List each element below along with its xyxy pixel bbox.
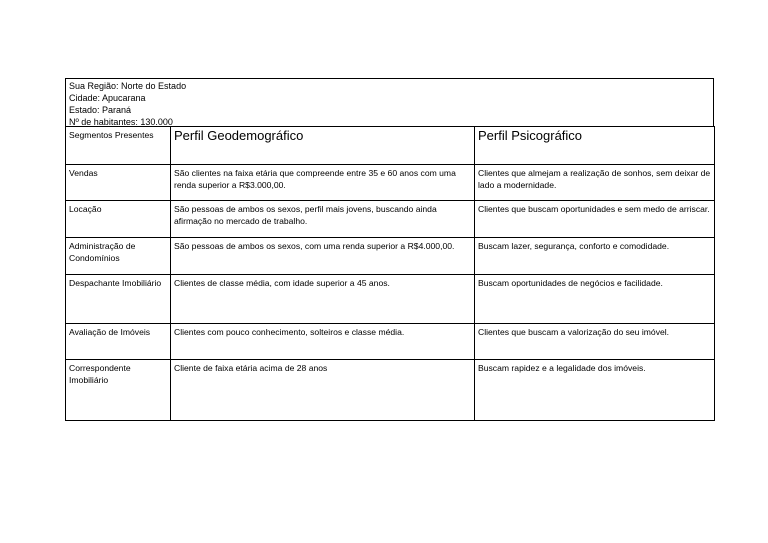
geo-cell: São pessoas de ambos os sexos, com uma renda superior a R$4.000,00. [171,238,475,275]
geo-cell: Clientes com pouco conhecimento, solteiros e classe média. [171,324,475,360]
psico-cell: Buscam rapidez e a legalidade dos imóveis. [475,360,715,421]
geo-cell: Clientes de classe média, com idade superior a 45 anos. [171,275,475,324]
segment-cell: Correspondente Imobiliário [66,360,171,421]
population-line: Nº de habitantes: 130.000 [69,117,173,127]
document-page [65,78,714,421]
table-row [66,360,715,421]
geo-cell: São clientes na faixa etária que compreende entre 35 e 60 anos com uma renda superior a R$3.000,00. [171,165,475,201]
column-header-psicografico: Perfil Psicográfico [475,127,715,165]
table-header-row [66,127,715,165]
psico-cell: Buscam oportunidades de negócios e facilidade. [475,275,715,324]
segment-cell: Administração de Condomínios [66,238,171,275]
table-row [66,324,715,360]
region-line: Sua Região: Norte do Estado [69,81,187,91]
region-info-box [65,78,714,126]
geo-cell: Cliente de faixa etária acima de 28 anos [171,360,475,421]
segment-cell: Vendas [66,165,171,201]
table-row [66,201,715,238]
table-row [66,165,715,201]
city-line: Cidade: Apucarana [69,93,146,103]
segments-table [65,126,715,421]
segment-cell: Locação [66,201,171,238]
table-row [66,238,715,275]
column-header-geodemografico: Perfil Geodemográfico [171,127,475,165]
column-header-segmentos: Segmentos Presentes [66,127,171,165]
psico-cell: Buscam lazer, segurança, conforto e comodidade. [475,238,715,275]
segment-cell: Despachante Imobiliário [66,275,171,324]
psico-cell: Clientes que almejam a realização de sonhos, sem deixar de lado a modernidade. [475,165,715,201]
psico-cell: Clientes que buscam a valorização do seu imóvel. [475,324,715,360]
state-line: Estado: Paraná [69,105,132,115]
table-row [66,275,715,324]
psico-cell: Clientes que buscam oportunidades e sem medo de arriscar. [475,201,715,238]
geo-cell: São pessoas de ambos os sexos, perfil mais jovens, buscando ainda afirmação no mercado de trabalho. [171,201,475,238]
segment-cell: Avaliação de Imóveis [66,324,171,360]
